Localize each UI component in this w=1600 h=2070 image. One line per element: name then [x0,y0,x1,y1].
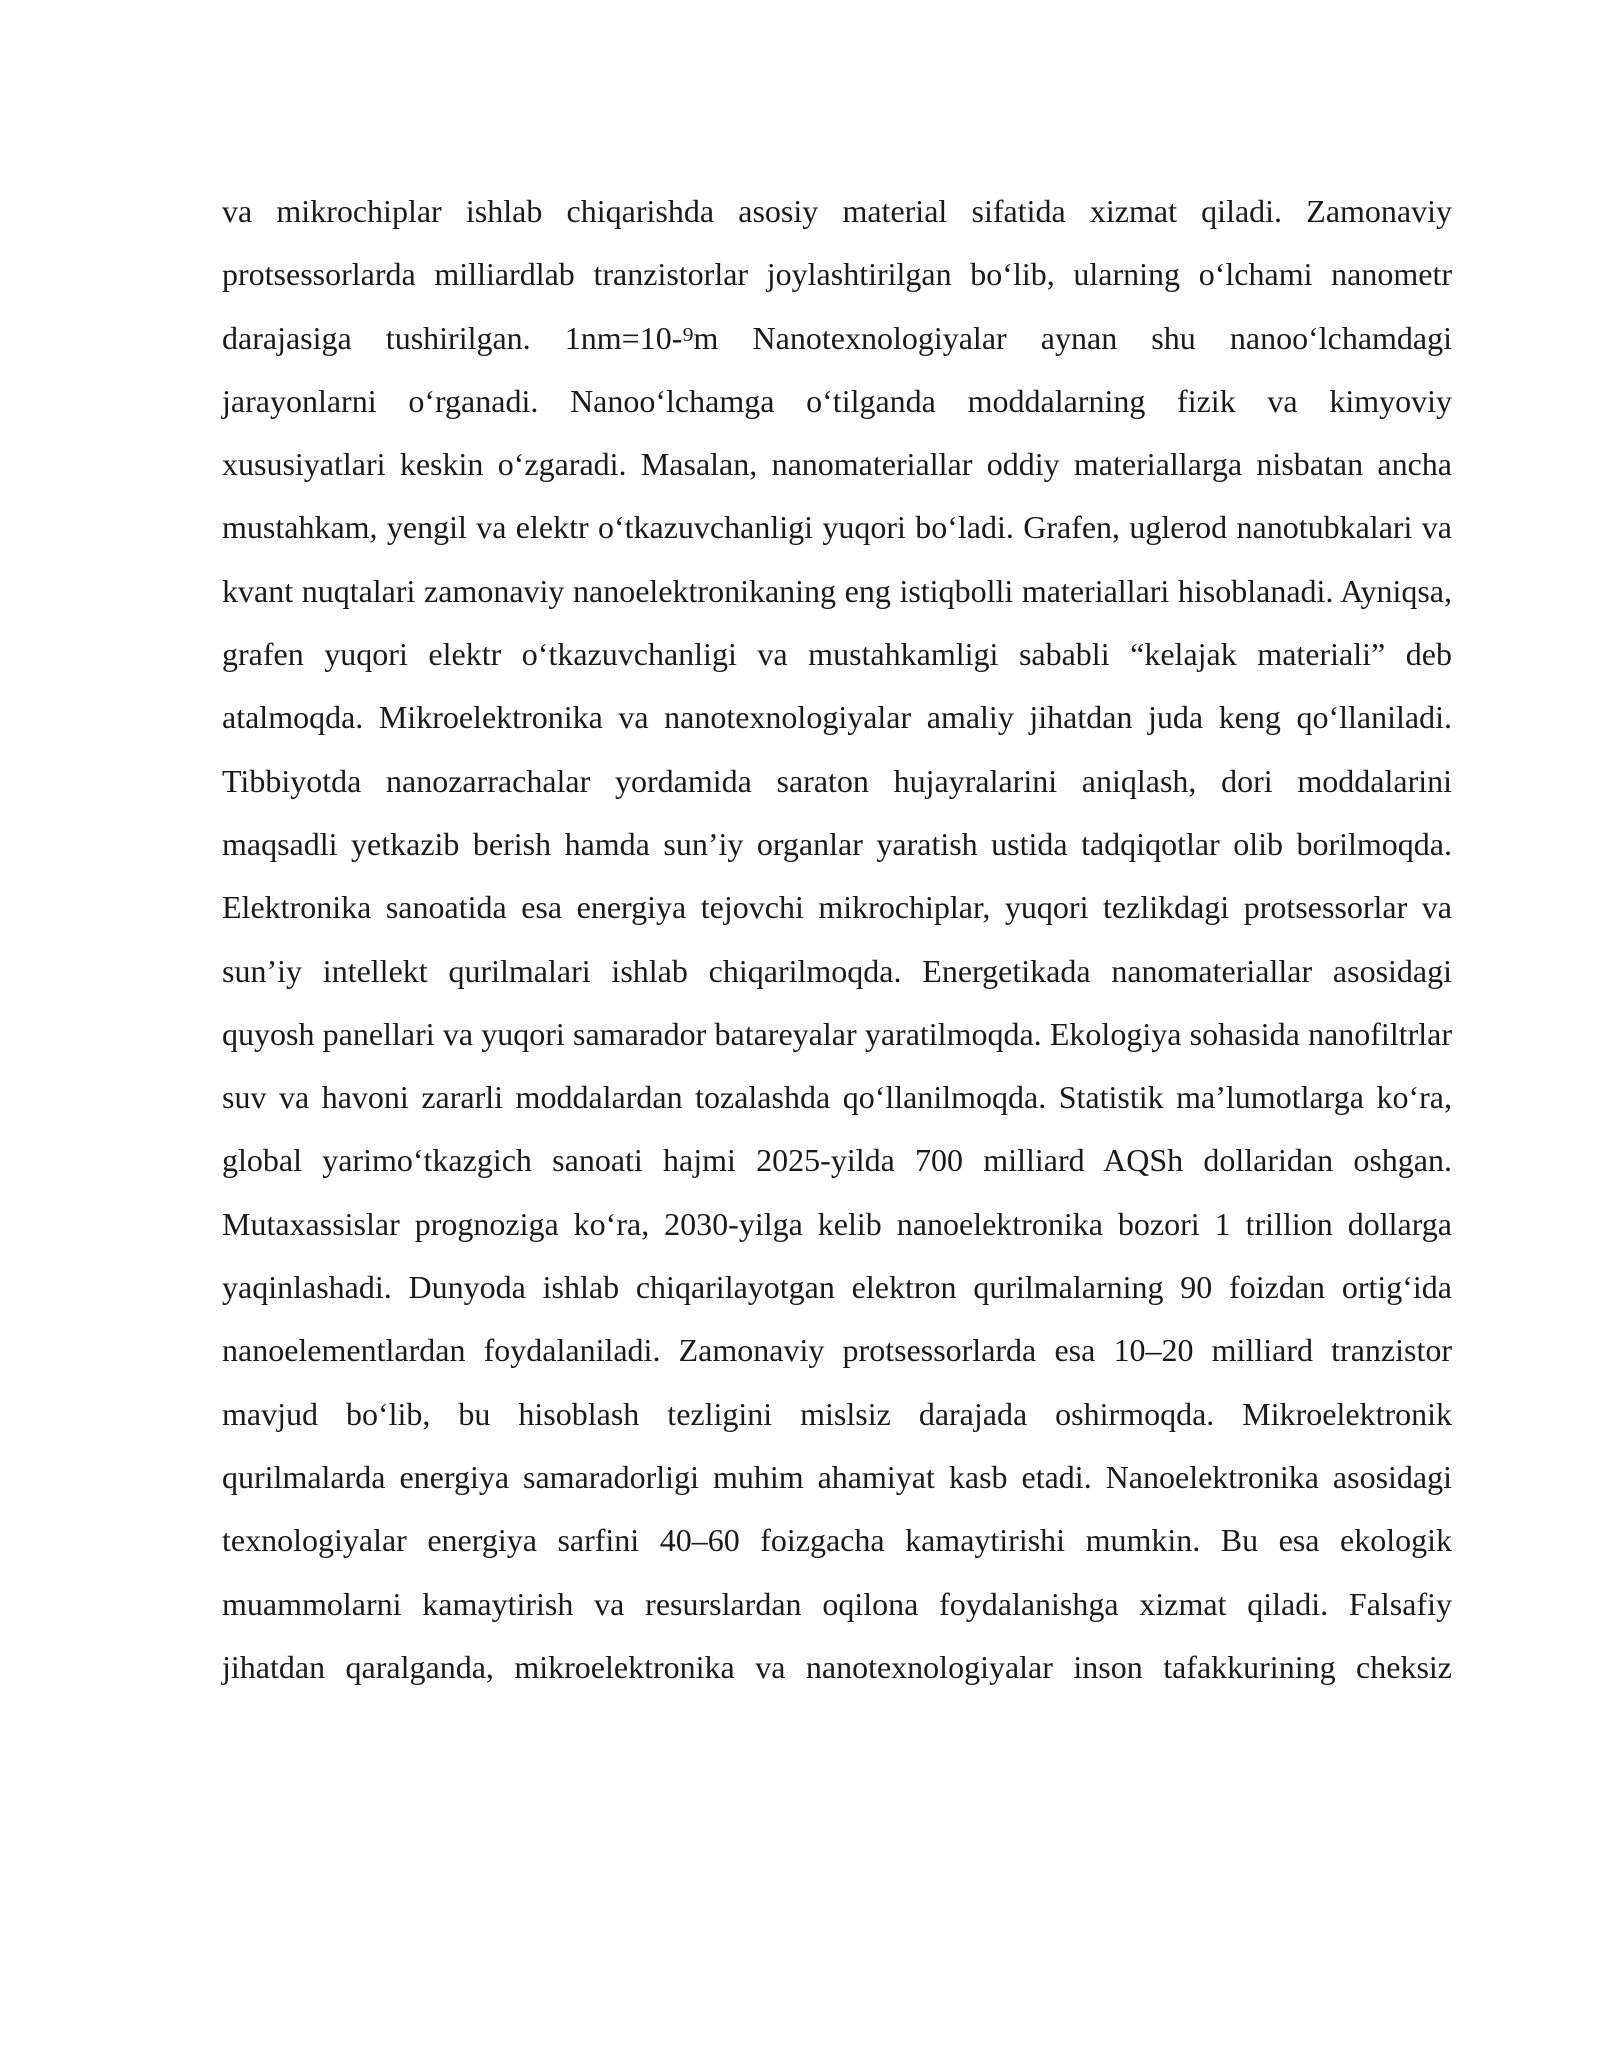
body-paragraph: va mikrochiplar ishlab chiqarishda asosiy material sifatida xizmat qiladi. Zamonaviy protsessorlarda milliardlab tranzistorlar joylashtirilgan bo‘lib, ularning o‘lchami nanometr darajasiga tushirilgan. 1nm=10-⁹m Nanotexnologiyalar aynan shu nanoo‘lchamdagi jarayonlarni o‘rganadi. Nanoo‘lchamga o‘tilganda moddalarning fizik va kimyoviy xususiyatlari keskin o‘zgaradi. Masalan, nanomateriallar oddiy materiallarga nisbatan ancha mustahkam, yengil va elektr o‘tkazuvchanligi yuqori bo‘ladi. Grafen, uglerod nanotubkalari va kvant nuqtalari zamonaviy nanoelektronikaning eng istiqbolli materiallari hisoblanadi. Ayniqsa, grafen yuqori elektr o‘tkazuvchanligi va mustahkamligi sababli “kelajak materiali” deb atalmoqda. Mikroelektronika va nanotexnologiyalar amaliy jihatdan juda keng qo‘llaniladi. Tibbiyotda nanozarrachalar yordamida saraton hujayralarini aniqlash, dori moddalarini maqsadli yetkazib berish hamda sun’iy organlar yaratish ustida tadqiqotlar olib borilmoqda. Elektronika sanoatida esa energiya tejovchi mikrochiplar, yuqori tezlikdagi protsessorlar va sun’iy intellekt qurilmalari ishlab chiqarilmoqda. Energetikada nanomateriallar asosidagi quyosh panellari va yuqori samarador batareyalar yaratilmoqda. Ekologiya sohasida nanofiltrlar suv va havoni zararli moddalardan tozalashda qo‘llanilmoqda. Statistik ma’lumotlarga ko‘ra, global yarimo‘tkazgich sanoati hajmi 2025-yilda 700 milliard AQSh dollaridan oshgan. Mutaxassislar prognoziga ko‘ra, 2030-yilga kelib nanoelektronika bozori 1 trillion dollarga yaqinlashadi. Dunyoda ishlab chiqarilayotgan elektron qurilmalarning 90 foizdan ortig‘ida nanoelementlardan foydalaniladi. Zamonaviy protsessorlarda esa 10–20 milliard tranzistor mavjud bo‘lib, bu hisoblash tezligini mislsiz darajada oshirmoqda. Mikroelektronik qurilmalarda energiya samaradorligi muhim ahamiyat kasb etadi. Nanoelektronika asosidagi texnologiyalar energiya sarfini 40–60 foizgacha kamaytirishi mumkin. Bu esa ekologik muammolarni kamaytirish va resurslardan oqilona foydalanishga xizmat qiladi. Falsafiy jihatdan qaralganda, mikroelektronika va nanotexnologiyalar inson tafakkurining cheksiz [222,193,1452,1685]
